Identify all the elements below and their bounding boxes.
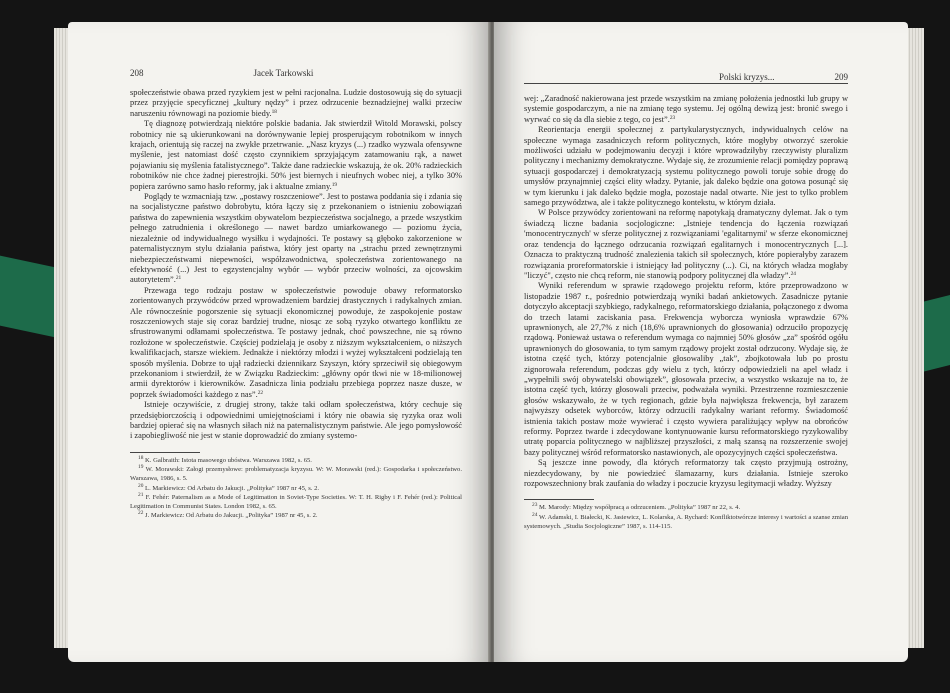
left-running-head (130, 68, 462, 78)
paragraph: Są jeszcze inne powody, dla których reformatorzy tak często przyjmują ostrożny, niezdecydowany, by nie powiedzieć ślamazarny, kurs działania. Istnieje szeroko rozpowszechniony brak zaufania do władzy i poczucie kryzysu legitymacji władzy. Wyższy (524, 458, 848, 489)
footnote-rule (524, 499, 594, 500)
paragraph: Przewaga tego rodzaju postaw w społeczeństwie powoduje obawy reformatorsko zorientowanych przywódców przed wprowadzeniem bardziej drastycznych i radykalnych zmian. Ale równocześnie pogorszenie się sytuacji ekonomicznej powoduje, że zaspokojenie postaw roszczeniowych staje się coraz bardziej trudne, niosąc ze sobą ryzyko otwartego konfliktu ze sfrustrowanymi odłamami społeczeństwa. Te postawy jednak, choć powszechne, nie są równo rozłożone w społeczeństwie. Częściej podzielają je osoby z niższym wykształceniem, o niższych kwalifikacjach, starsze wiekiem. Jednakże i niektórzy młodzi i wyżej wykształceni podzielają ten sposób myślenia. Dobrze to ujął radziecki dziennikarz Szyszyn, który sprzeciwił się obiegowym przekonaniom i stwierdził, że w Związku Radzieckim: „główny opór tkwi nie w 18-milionowej armii dyrektorów i kierowników. Zasadnicza linia podziału przebiega poprzez nasze dusze, w poprzek świadomości każdego z nas”.$^{22}$ (130, 285, 462, 399)
left-page (68, 22, 490, 662)
footnote: $^{23}$ M. Marody: Między współpracą a odrzuceniem. „Polityka” 1987 nr 22, s. 4. (532, 502, 741, 512)
right-page-number: 209 (834, 72, 848, 82)
paragraph: W Polsce przywódcy zorientowani na reformę napotykają dramatyczny dylemat. Jak o tym świadczą liczne badania socjologiczne: „Istnieje tendencja do łączenia rozwiązań 'monocentrycznych' w sferze politycznej z rozwiązaniami 'egalitarnymi' w sferze ekonomicznej oraz tendencja do łącznego odrzucania rozwiązań egalitarnych i monocentrycznych [...]. Oznacza to praktyczną trudność znalezienia takich sił społecznych, które popierałyby zarazem rozwiązania proreformatorskie i istniejący ład polityczny (...). Ci, na których władza mogłaby "liczyć", często nie chcą reform, nie stanowią podpory politycznej dla władzy”.$^{24}$ (524, 208, 848, 280)
paragraph: Istnieje oczywiście, z drugiej strony, także taki odłam społeczeństwa, który cechuje się przedsiębiorczością i odpowiednimi umiejętnościami i który nie obawia się ryzyka oraz woli bardziej opierać się na własnych siłach niż na paternalistycznym państwie. Ale jego pomysłowość i zapobiegliwość nie jest w stanie doprowadzić do zmiany systemo- (130, 400, 462, 441)
paragraph: Poglądy te wzmacniają tzw. „postawy roszczeniowe”. Jest to postawa poddania się i zdania się na socjalistyczne państwo dobrobytu, która łączy się z przekonaniem o istnieniu zobowiązań państwa do zapewnienia wszystkim obywatelom bezpieczeństwa socjalnego, a przede wszystkim pełnego zatrudnienia i określonego — nawet bardzo umiarkowanego — poziomu życia, niezależnie od indywidualnego wysiłku i wydajności. Te postawy są głęboko zakorzenione w paternalistycznym stylu działania państwa, który jest oparty na „strachu przed zewnętrznymi niebezpieczeństwami niepewności, współzawodnictwa, społeczeństwa zorientowanego na efektywność (...) Jest to egzystencjalny wybór — wybór przeciw wolności, za ojcowskim autorytetem”.$^{21}$ (130, 192, 462, 285)
footnote: $^{19}$ W. Morawski: Załogi przemysłowe: problematyzacja kryzysu. W: W. Morawski (red.): Gospodarka i społeczeństwo. Warszawa, 1986, s. 5. (130, 464, 462, 482)
right-body-text (524, 94, 848, 489)
footnote-ref: 22 (257, 389, 264, 396)
footnote: $^{18}$ K. Galbraith: Istota masowego ubóstwa. Warszawa 1982, s. 65. (138, 454, 312, 464)
right-running-title: Polski kryzys... (718, 72, 775, 82)
paragraph: społeczeństwie obawa przed ryzykiem jest w pełni racjonalna. Ludzie dostosowują się do sytuacji przez przyjęcie specyficznej „kultury nędzy” i przez odrzucenie beznadziejnej walki przeciw naruszeniu równowagi na poziomie biedy.$^{18}$ (130, 88, 462, 118)
footnote-ref: 24 (790, 270, 796, 277)
paragraph: Reorientacja energii społecznej z partykularystycznych, indywidualnych celów na społeczne wymaga zasadniczych reform politycznych, które mogłyby otworzyć szerokie możliwości udziału w podejmowaniu decyzji i które wprowadziłyby rzeczywisty pluralizm polityczny i mechanizmy demokratyczne. Wydaje się, że zrozumienie relacji pomiędzy poprawą sytuacji gospodarczej i demokratyzacją systemu politycznego powoli toruje sobie drogę do umysłów przynajmniej części elity władzy. Pytanie, jak daleko będzie ona gotowa posunąć się w tym kierunku i jak daleko będzie mogła, pozostaje nadal otwarte. Nie jest to tylko problem samego przywództwa, ale i także politycznego kontekstu, w którym działa. (524, 125, 848, 208)
right-running-head (524, 72, 848, 84)
footnote-ref: 21 (175, 275, 182, 282)
right-page (494, 22, 908, 662)
right-footnotes (524, 499, 848, 531)
footnote: $^{22}$ J. Markiewicz: Od Arbatu do Jakucji. „Polityka” 1987 nr 45, s. 2. (138, 510, 318, 520)
left-footnotes (130, 452, 462, 521)
footnote-ref: 23 (669, 114, 676, 121)
footnote: $^{20}$ L. Markiewicz: Od Arbatu do Jakucji. „Polityka” 1987 nr 45, s. 2. (138, 482, 320, 492)
footnote-ref: 19 (331, 181, 338, 188)
paragraph: Wyniki referendum w sprawie rządowego projektu reform, które przeprowadzono w listopadzie 1987 r., pośrednio potwierdzają wyniki badań ankietowych. Zasadnicze pytanie dotyczyło akceptacji szybkiego, radykalnego, reformatorskiego działania, połączonego z dwoma do trzech latami zaciskania pasa. Frekwencja wyborcza wyniosła wprawdzie 67% uprawnionych, ale 27,7% z nich (18,6% uprawnionych do głosowania) odrzuciło propozycję rządową. Ponieważ ustawa o referendum wymaga co najmniej 50% głosów „za” spośród ogółu uprawnionych do głosowania, to tym samym rządowy projekt został odrzucony. Wydaje się, że istotna część tych, którzy potencjalnie głosowaliby „tak”, zbojkotowała lub po prostu zignorowała referendum, podczas gdy wielu z tych, którzy odpowiedzieli na apel władz i „wypełnili swój obywatelski obowiązek”, głosowała przeciw, a wszystko wskazuje na to, że istotna część tych, którzy głosowali przeciw, podważała wyniki. Przestrzenne rozmieszczenie głosów wskazywało, że w tych regionach, gdzie była największa frekwencja, był zarazem najwyższy odsetek wyborców, którzy odrzucili radykalny wariant reformy. Świadomość istnienia takich postaw może wywierać i często wywiera paraliżujący wpływ na obrońców reformy. Poprzez twarde i zdecydowane kontynuowanie kursu reformatorskiego ryzykowaliby utratę poparcia politycznego w najbliższej przyszłości, z małą szansą na rozszerzenie swojej bazy politycznej wśród reformatorsko nastawionych, ale opozycyjnych części społeczeństwa. (524, 281, 848, 457)
footnote: $^{21}$ F. Fehér: Paternalism as a Mode of Legitimation in Soviet-Type Societies. W: T. H. Rigby i F. Fehér (red.): Political Legitimation in Communist States. London 1982, s. 65. (130, 492, 462, 510)
paragraph: Tę diagnozę potwierdzają niektóre polskie badania. Jak stwierdził Witold Morawski, polscy robotnicy nie są ukierunkowani na dorównywanie lepiej prosperującym robotnikom w innych krajach, orientują się raczej na zwykłe przetrwanie. „Nasz kryzys (...) rzadko wyzwala ofensywne myślenie, jest natomiast dość często czynnikiem sprzyjającym zatamowaniu rąk, a nawet pojawianiu się myślenia fatalistycznego”. Także dane radzieckie wskazują, że ok. 20% radzieckich robotników nie chce żadnej pierestrojki. 50% jest biernych i nieufnych wobec niej, a tylko 30% popiera zarówno samo hasło reformy, jak i aktualne zmiany.$^{19}$ (130, 119, 462, 191)
left-page-number: 208 (130, 68, 144, 78)
open-book (48, 22, 928, 672)
footnote-ref: 18 (271, 108, 277, 115)
left-running-title: Jacek Tarkowski (253, 68, 314, 78)
footnote: $^{24}$ W. Adamski, I. Białecki, K. Jasiewicz, L. Kolarska, A. Rychard: Konfliktotwórcze interesy i wartości a szanse zmian systemowych. „Studia Socjologiczne” 1987, s. 114-115. (524, 512, 848, 530)
paragraph: wej: „Zaradność nakierowana jest przede wszystkim na zmianę położenia jednostki lub grupy w systemie gospodarczym, a nie na zmianę tego systemu. Jej ogólną dewizą jest: bronić swego i wyrwać co się da dla siebie z tego, co jest”.$^{23}$ (524, 94, 848, 124)
footnote-rule (130, 452, 200, 453)
left-body-text (130, 88, 462, 442)
